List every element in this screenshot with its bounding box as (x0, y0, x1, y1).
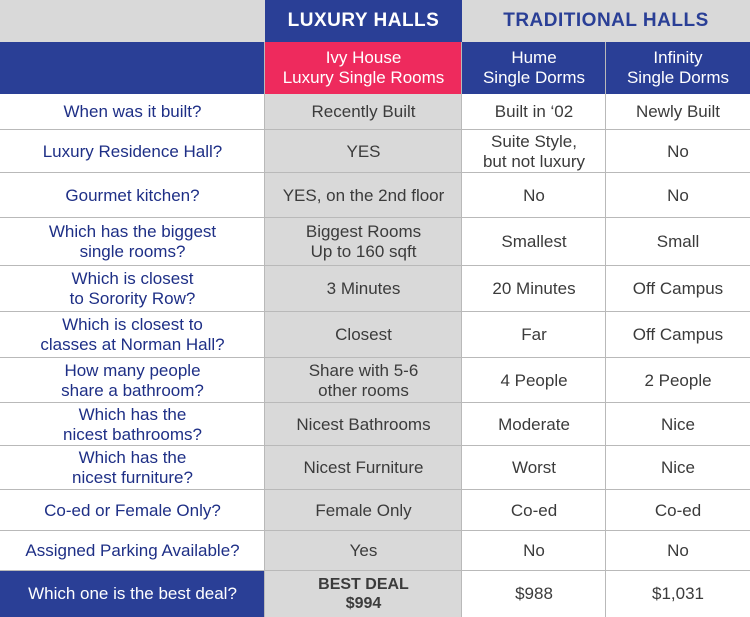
row-5-hume: 20 Minutes (492, 279, 576, 298)
row-2-hume: Suite Style, but not luxury (482, 131, 586, 171)
final-row-hume: $988 (515, 584, 553, 603)
column-divider (605, 42, 606, 617)
group-traditional-halls: TRADITIONAL HALLS (462, 0, 750, 42)
row-9-hume: Worst (511, 458, 557, 477)
row-3-question: Gourmet kitchen? (65, 185, 200, 205)
row-10-ivy: Female Only (265, 490, 462, 531)
row-7-infinity: 2 People (644, 370, 712, 390)
column-header-hume: Hume Single Dorms (462, 42, 606, 94)
column-header-questions (0, 42, 265, 94)
row-9-infinity: Nice (660, 458, 695, 477)
row-11-question: Assigned Parking Available? (25, 541, 240, 560)
row-6-infinity: Off Campus (632, 325, 724, 344)
row-11-hume: No (523, 541, 545, 560)
row-3-hume: No (523, 185, 545, 205)
row-5-infinity: Off Campus (632, 279, 724, 298)
row-5-ivy: 3 Minutes (265, 266, 462, 312)
column-header-ivy: Ivy House Luxury Single Rooms (265, 42, 462, 94)
row-11-ivy: Yes (265, 531, 462, 571)
row-divider (0, 570, 750, 571)
row-8-hume: Moderate (498, 414, 570, 434)
row-1-hume: Built in ‘02 (494, 102, 574, 121)
row-5-question: Which is closest to Sorority Row? (69, 269, 196, 308)
row-6-question: Which is closest to classes at Norman Hall? (40, 315, 225, 354)
row-6-hume: Far (521, 325, 547, 344)
row-10-infinity: Co-ed (654, 500, 702, 520)
row-1-ivy: Recently Built (265, 94, 462, 130)
final-row-question: Which one is the best deal? (0, 571, 265, 617)
row-8-question: Which has the nicest bathrooms? (63, 404, 202, 444)
row-2-infinity: No (667, 141, 689, 161)
row-4-question: Which has the biggest single rooms? (48, 222, 217, 261)
row-11-infinity: No (667, 541, 689, 560)
row-4-ivy: Biggest Rooms Up to 160 sqft (265, 218, 462, 266)
column-divider (264, 42, 265, 617)
row-7-ivy: Share with 5-6 other rooms (265, 358, 462, 403)
row-2-question: Luxury Residence Hall? (42, 141, 223, 161)
column-header-infinity: Infinity Single Dorms (606, 42, 750, 94)
row-10-hume: Co-ed (510, 500, 558, 520)
row-4-infinity: Small (656, 232, 700, 251)
row-9-ivy: Nicest Furniture (265, 446, 462, 490)
column-divider (461, 42, 462, 617)
row-9-question: Which has the nicest furniture? (72, 448, 193, 487)
row-3-infinity: No (667, 185, 689, 205)
row-3-ivy: YES, on the 2nd floor (265, 173, 462, 218)
row-8-ivy: Nicest Bathrooms (265, 403, 462, 446)
final-row-ivy: BEST DEAL $994 (265, 571, 462, 617)
final-row-infinity: $1,031 (652, 584, 704, 603)
row-1-infinity: Newly Built (635, 102, 721, 121)
row-7-question: How many people share a bathroom? (61, 360, 204, 400)
row-2-ivy: YES (265, 130, 462, 173)
row-7-hume: 4 People (500, 370, 568, 390)
row-8-infinity: Nice (660, 414, 695, 434)
row-10-question: Co-ed or Female Only? (44, 500, 221, 520)
row-1-question: When was it built? (63, 102, 202, 121)
header-empty-band (0, 0, 265, 42)
row-4-hume: Smallest (501, 232, 567, 251)
group-luxury-halls: LUXURY HALLS (265, 0, 462, 42)
row-6-ivy: Closest (265, 312, 462, 358)
